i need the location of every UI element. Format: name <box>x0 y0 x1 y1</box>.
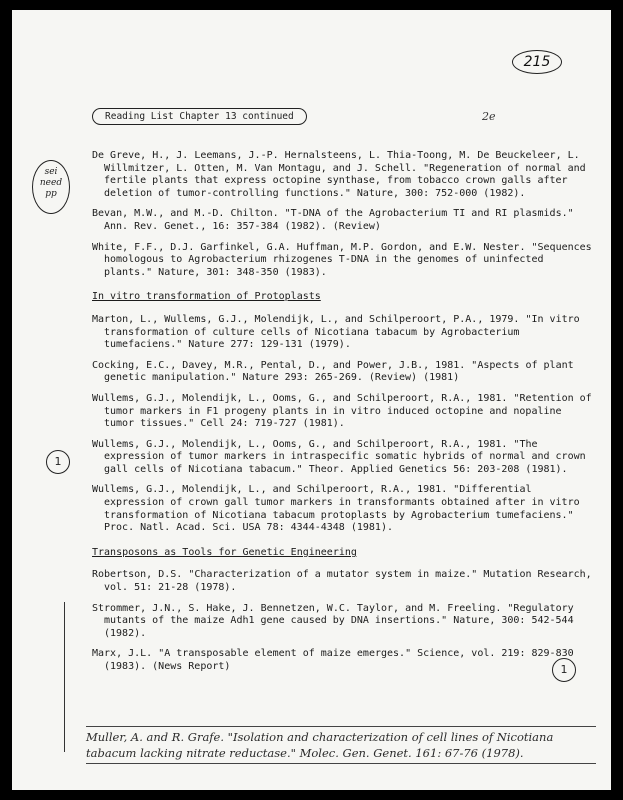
margin-note: sei need pp <box>32 160 70 214</box>
reference-entry: Wullems, G.J., Molendijk, L., Ooms, G., and Schilperoort, R.A., 1981. "Retention of tumor markers in F1 progeny plants in in vitro induced octopine and nopaline tumor tissues." Cell 24: 719-727 (1981). <box>92 392 592 430</box>
reference-entry: White, F.F., D.J. Garfinkel, G.A. Huffman, M.P. Gordon, and E.W. Nester. "Sequences homologous to Agrobacterium rhizogenes T-DNA in the genomes of uninfected plants." Nature, 301: 348-350 (1983). <box>92 241 592 278</box>
reference-entry: Cocking, E.C., Davey, M.R., Pental, D., and Power, J.B., 1981. "Aspects of plant genetic manipulation." Nature 293: 265-269. (Review) (1981) <box>92 359 574 384</box>
section-title-protoplasts: In vitro transformation of Protoplasts <box>92 291 321 303</box>
corner-handwritten-mark: 2e <box>482 110 496 123</box>
reference-entry: Wullems, G.J., Molendijk, L., Ooms, G., and Schilperoort, R.A., 1981. "The expression of tumor markers in intraspecific somatic hybrids of normal and crown gall cells of Nicotiana tabacum." Theor. Applied Genetics 56: 203-208 (1981). <box>92 438 586 475</box>
section-title-transposons: Transposons as Tools for Genetic Engineering <box>92 546 357 558</box>
reading-list-heading: Reading List Chapter 13 continued <box>92 108 307 125</box>
reference-entry: Wullems, G.J., Molendijk, L., and Schilperoort, R.A., 1981. "Differential expression of crown gall tumor markers in transformants obtained after in vitro transformation of Nicotiana tabacum protoplasts by Agrobacterium tumefaciens." Proc. Natl. Acad. Sci. USA 78: 4344-4348 (1981). <box>92 484 580 534</box>
reference-entry: De Greve, H., J. Leemans, J.-P. Hernalsteens, L. Thia-Toong, M. De Beuckeleer, L. Willmitzer, L. Otten, M. Van Montagu, and J. Schell. "Regeneration of normal and fertile plants that express octopine synthase, from tobacco crown galls after deletion of tumor-controlling functions." Nature, 300: 752-000 (1982). <box>92 150 586 199</box>
page-number: 215 <box>512 50 562 74</box>
reference-list <box>92 150 597 682</box>
reference-entry: Marx, J.L. "A transposable element of maize emerges." Science, vol. 219: 829-830 (1983). (News Report) <box>92 648 574 672</box>
margin-bracket-line <box>64 602 65 752</box>
reference-entry: Bevan, M.W., and M.-D. Chilton. "T-DNA of the Agrobacterium TI and RI plasmids." Ann. Rev. Genet., 16: 357-384 (1982). (Review) <box>92 208 574 232</box>
circled-number-left: 1 <box>46 450 70 474</box>
reference-entry: Marton, L., Wullems, G.J., Molendijk, L., and Schilperoort, P.A., 1979. "In vitro transformation of culture cells of Nicotiana tabacum by Agrobacterium tumefaciens." Nature 277: 129-131 (1979). <box>92 313 580 351</box>
circled-number-right: 1 <box>552 658 576 682</box>
reference-entry: Strommer, J.N., S. Hake, J. Bennetzen, W.C. Taylor, and M. Freeling. "Regulatory mutants of the maize Adh1 gene caused by DNA insertions." Nature, 300: 542-544 (1982). <box>92 602 574 639</box>
document-page <box>12 10 611 790</box>
reference-entry: Robertson, D.S. "Characterization of a mutator system in maize." Mutation Research, vol. 51: 21-28 (1978). <box>92 569 592 594</box>
handwritten-reference-note: Muller, A. and R. Grafe. "Isolation and characterization of cell lines of Nicotiana tabacum lacking nitrate reductase." Molec. Gen. Genet. 161: 67-76 (1978). <box>86 726 596 764</box>
